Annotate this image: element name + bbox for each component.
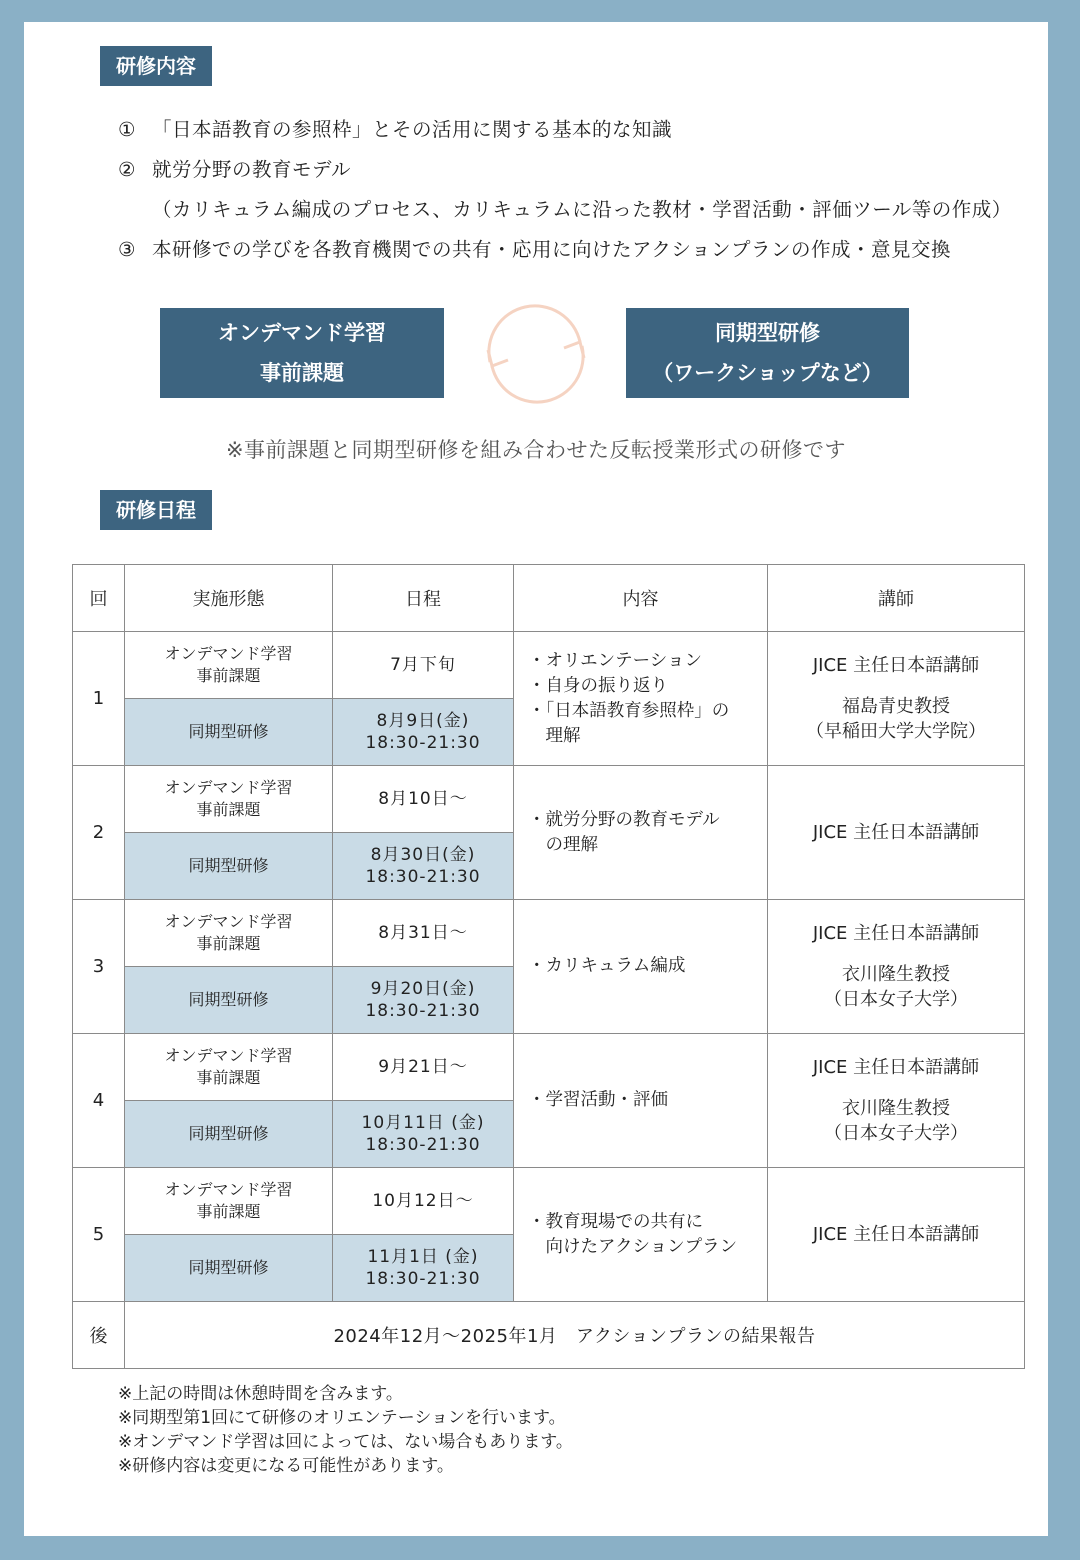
session-number: 1 bbox=[73, 632, 125, 766]
sync-date-cell bbox=[333, 1235, 514, 1302]
session-number: 5 bbox=[73, 1168, 125, 1302]
contents-item-3 bbox=[118, 230, 1012, 270]
content-line: ・オリエンテーション bbox=[528, 650, 702, 671]
page bbox=[24, 22, 1048, 1536]
format-sync: 同期型研修 bbox=[125, 1101, 333, 1168]
content-line: の理解 bbox=[528, 834, 598, 855]
format-ondemand bbox=[125, 900, 333, 967]
content-line: 理解 bbox=[528, 725, 581, 746]
lecturer-name: JICE 主任日本語講師 bbox=[812, 1224, 980, 1245]
sync-date: 8月9日(金) bbox=[376, 711, 470, 731]
table-row bbox=[73, 1168, 1025, 1235]
ondemand-date: 8月10日～ bbox=[333, 766, 514, 833]
header-cell: 実施形態 bbox=[125, 565, 333, 632]
sync-box-line1: 同期型研修 bbox=[715, 321, 820, 345]
session-content bbox=[514, 1168, 768, 1302]
sync-box bbox=[626, 308, 909, 398]
sync-time: 18:30-21:30 bbox=[365, 867, 481, 887]
table-row-after bbox=[73, 1302, 1025, 1369]
contents-item-1 bbox=[118, 110, 1012, 150]
sync-time: 18:30-21:30 bbox=[365, 1001, 481, 1021]
format-ondemand bbox=[125, 1034, 333, 1101]
guest-lecturer-affiliation: （早稲田大学大学院） bbox=[806, 721, 986, 742]
item-number: ③ bbox=[118, 238, 136, 261]
table-row bbox=[73, 1034, 1025, 1101]
lecturer-cell bbox=[768, 632, 1025, 766]
schedule-table bbox=[72, 564, 1025, 1369]
ondemand-date: 7月下旬 bbox=[333, 632, 514, 699]
ondemand-box bbox=[160, 308, 444, 398]
format-sync: 同期型研修 bbox=[125, 1235, 333, 1302]
sync-date: 10月11日 (金) bbox=[361, 1113, 485, 1133]
header-cell: 講師 bbox=[768, 565, 1025, 632]
content-line: 向けたアクションプラン bbox=[528, 1236, 738, 1257]
format-label: オンデマンド学習 bbox=[164, 778, 293, 797]
content-line: ・「日本語教育参照枠」の bbox=[528, 700, 730, 721]
format-sync: 同期型研修 bbox=[125, 699, 333, 766]
format-label: オンデマンド学習 bbox=[164, 644, 293, 663]
content-line: ・学習活動・評価 bbox=[528, 1090, 668, 1110]
format-label: オンデマンド学習 bbox=[164, 1046, 293, 1065]
format-ondemand bbox=[125, 1168, 333, 1235]
sync-date-cell bbox=[333, 833, 514, 900]
sync-date-cell bbox=[333, 699, 514, 766]
lecturer-name: JICE 主任日本語講師 bbox=[812, 1057, 980, 1078]
table-row bbox=[73, 632, 1025, 699]
item-number: ② bbox=[118, 158, 136, 181]
item-subtext: （カリキュラム編成のプロセス、カリキュラムに沿った教材・学習活動・評価ツール等の作成） bbox=[152, 198, 1012, 221]
session-number: 2 bbox=[73, 766, 125, 900]
ondemand-date: 10月12日～ bbox=[333, 1168, 514, 1235]
format-label: オンデマンド学習 bbox=[164, 912, 293, 931]
format-label: 事前課題 bbox=[196, 800, 261, 819]
content-line: ・就労分野の教育モデル bbox=[528, 809, 720, 830]
item-text: 就労分野の教育モデル bbox=[152, 158, 352, 181]
format-ondemand bbox=[125, 632, 333, 699]
format-label: 事前課題 bbox=[196, 1202, 261, 1221]
session-content bbox=[514, 766, 768, 900]
cycle-arrows-icon bbox=[468, 302, 604, 406]
format-ondemand bbox=[125, 766, 333, 833]
header-cell: 回 bbox=[73, 565, 125, 632]
sync-box-line2: （ワークショップなど） bbox=[652, 361, 883, 385]
guest-lecturer-affiliation: （日本女子大学） bbox=[824, 989, 968, 1010]
sync-time: 18:30-21:30 bbox=[365, 1135, 481, 1155]
table-row bbox=[73, 766, 1025, 833]
content-line: ・教育現場での共有に bbox=[528, 1211, 703, 1232]
ondemand-date: 8月31日～ bbox=[333, 900, 514, 967]
footnote: ※研修内容は変更になる可能性があります。 bbox=[118, 1456, 454, 1476]
header-cell: 内容 bbox=[514, 565, 768, 632]
ondemand-box-line1: オンデマンド学習 bbox=[218, 321, 386, 345]
sync-time: 18:30-21:30 bbox=[365, 1269, 481, 1289]
table-header-row bbox=[73, 565, 1025, 632]
section-heading-schedule: 研修日程 bbox=[100, 490, 212, 530]
session-number: 4 bbox=[73, 1034, 125, 1168]
lecturer-cell bbox=[768, 1034, 1025, 1168]
section-heading-content: 研修内容 bbox=[100, 46, 212, 86]
footnotes bbox=[118, 1382, 573, 1478]
guest-lecturer-name: 福島青史教授 bbox=[842, 696, 950, 717]
item-text: 本研修での学びを各教育機関での共有・応用に向けたアクションプランの作成・意見交換 bbox=[152, 238, 952, 261]
session-content bbox=[514, 1034, 768, 1168]
format-sync: 同期型研修 bbox=[125, 967, 333, 1034]
format-label: 事前課題 bbox=[196, 934, 261, 953]
flow-note: ※事前課題と同期型研修を組み合わせた反転授業形式の研修です bbox=[225, 438, 847, 462]
format-sync: 同期型研修 bbox=[125, 833, 333, 900]
content-line: ・自身の振り返り bbox=[528, 675, 668, 696]
sync-date: 8月30日(金) bbox=[370, 845, 476, 865]
guest-lecturer-name: 衣川隆生教授 bbox=[842, 964, 950, 985]
sync-date-cell bbox=[333, 967, 514, 1034]
session-number: 3 bbox=[73, 900, 125, 1034]
lecturer-name: JICE 主任日本語講師 bbox=[812, 655, 980, 676]
sync-date: 11月1日 (金) bbox=[367, 1247, 479, 1267]
after-text: 2024年12月～2025年1月 アクションプランの結果報告 bbox=[125, 1302, 1025, 1369]
content-line: ・カリキュラム編成 bbox=[528, 956, 686, 976]
contents-list bbox=[118, 110, 1012, 270]
ondemand-box-line2: 事前課題 bbox=[260, 361, 344, 385]
lecturer-cell bbox=[768, 900, 1025, 1034]
format-label: オンデマンド学習 bbox=[164, 1180, 293, 1199]
lecturer-cell bbox=[768, 766, 1025, 900]
after-label: 後 bbox=[73, 1302, 125, 1369]
sync-date: 9月20日(金) bbox=[370, 979, 476, 999]
footnote: ※オンデマンド学習は回によっては、ない場合もあります。 bbox=[118, 1432, 573, 1452]
lecturer-cell bbox=[768, 1168, 1025, 1302]
contents-item-2 bbox=[118, 150, 1012, 190]
footnote: ※上記の時間は休憩時間を含みます。 bbox=[118, 1384, 403, 1404]
guest-lecturer-affiliation: （日本女子大学） bbox=[824, 1123, 968, 1144]
footnote: ※同期型第1回にて研修のオリエンテーションを行います。 bbox=[118, 1408, 566, 1428]
lecturer-name: JICE 主任日本語講師 bbox=[812, 923, 980, 944]
format-label: 事前課題 bbox=[196, 666, 261, 685]
lecturer-name: JICE 主任日本語講師 bbox=[812, 822, 980, 843]
sync-time: 18:30-21:30 bbox=[365, 733, 481, 753]
sync-date-cell bbox=[333, 1101, 514, 1168]
session-content bbox=[514, 900, 768, 1034]
item-number: ① bbox=[118, 118, 136, 141]
guest-lecturer-name: 衣川隆生教授 bbox=[842, 1098, 950, 1119]
ondemand-date: 9月21日～ bbox=[333, 1034, 514, 1101]
format-label: 事前課題 bbox=[196, 1068, 261, 1087]
table-row bbox=[73, 900, 1025, 967]
session-content bbox=[514, 632, 768, 766]
item-text: 「日本語教育の参照枠」とその活用に関する基本的な知識 bbox=[152, 118, 673, 141]
header-cell: 日程 bbox=[333, 565, 514, 632]
